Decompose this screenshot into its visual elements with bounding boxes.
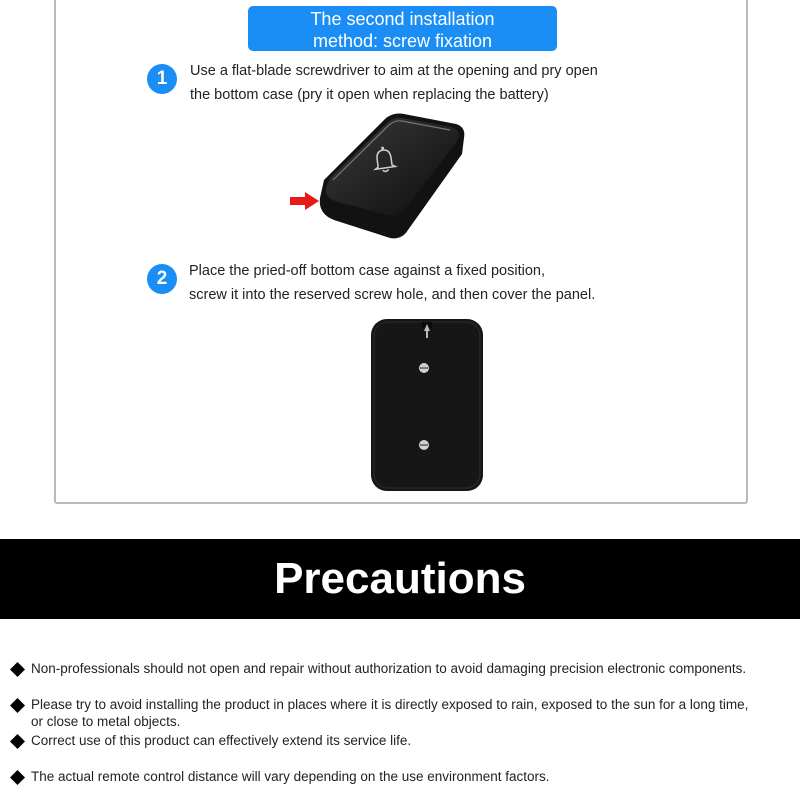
- diamond-bullet-icon: [10, 698, 25, 713]
- step-2-line2: screw it into the reserved screw hole, and then cover the panel.: [189, 287, 596, 303]
- precaution-item-1-text: Non-professionals should not open and repair without authorization to avoid damaging precision electronic components.: [31, 661, 747, 676]
- precaution-item-3-text: Correct use of this product can effectively extend its service life.: [31, 733, 412, 748]
- step-1-badge: 1: [147, 64, 177, 94]
- diamond-bullet-icon: [10, 734, 25, 749]
- step-1-line2: the bottom case (pry it open when replacing the battery): [190, 87, 549, 103]
- precautions-heading: Precautions: [0, 539, 800, 619]
- doorbell-device-image: [286, 108, 468, 244]
- step-1-line1: Use a flat-blade screwdriver to aim at the opening and pry open: [190, 63, 598, 79]
- installation-title: [248, 6, 557, 51]
- precaution-item-2-text-line1: Please try to avoid installing the product in places where it is directly exposed to rain, exposed to the sun for a long time,: [31, 697, 749, 712]
- step-2-line1: Place the pried-off bottom case against a fixed position,: [189, 263, 546, 279]
- installation-title-line1: The second installation: [310, 9, 495, 29]
- precaution-item-2-text-line2: or close to metal objects.: [31, 714, 181, 729]
- step-2-text: [189, 259, 595, 307]
- precaution-item-4-text: The actual remote control distance will vary depending on the use environment factors.: [31, 769, 550, 784]
- step-2-badge: 2: [147, 264, 177, 294]
- step-1-text: [190, 59, 598, 107]
- arrow-right-icon: [290, 192, 319, 210]
- diamond-bullet-icon: [10, 770, 25, 785]
- diamond-bullet-icon: [10, 662, 25, 677]
- back-case-image: [370, 318, 484, 492]
- installation-title-line2: method: screw fixation: [312, 31, 493, 51]
